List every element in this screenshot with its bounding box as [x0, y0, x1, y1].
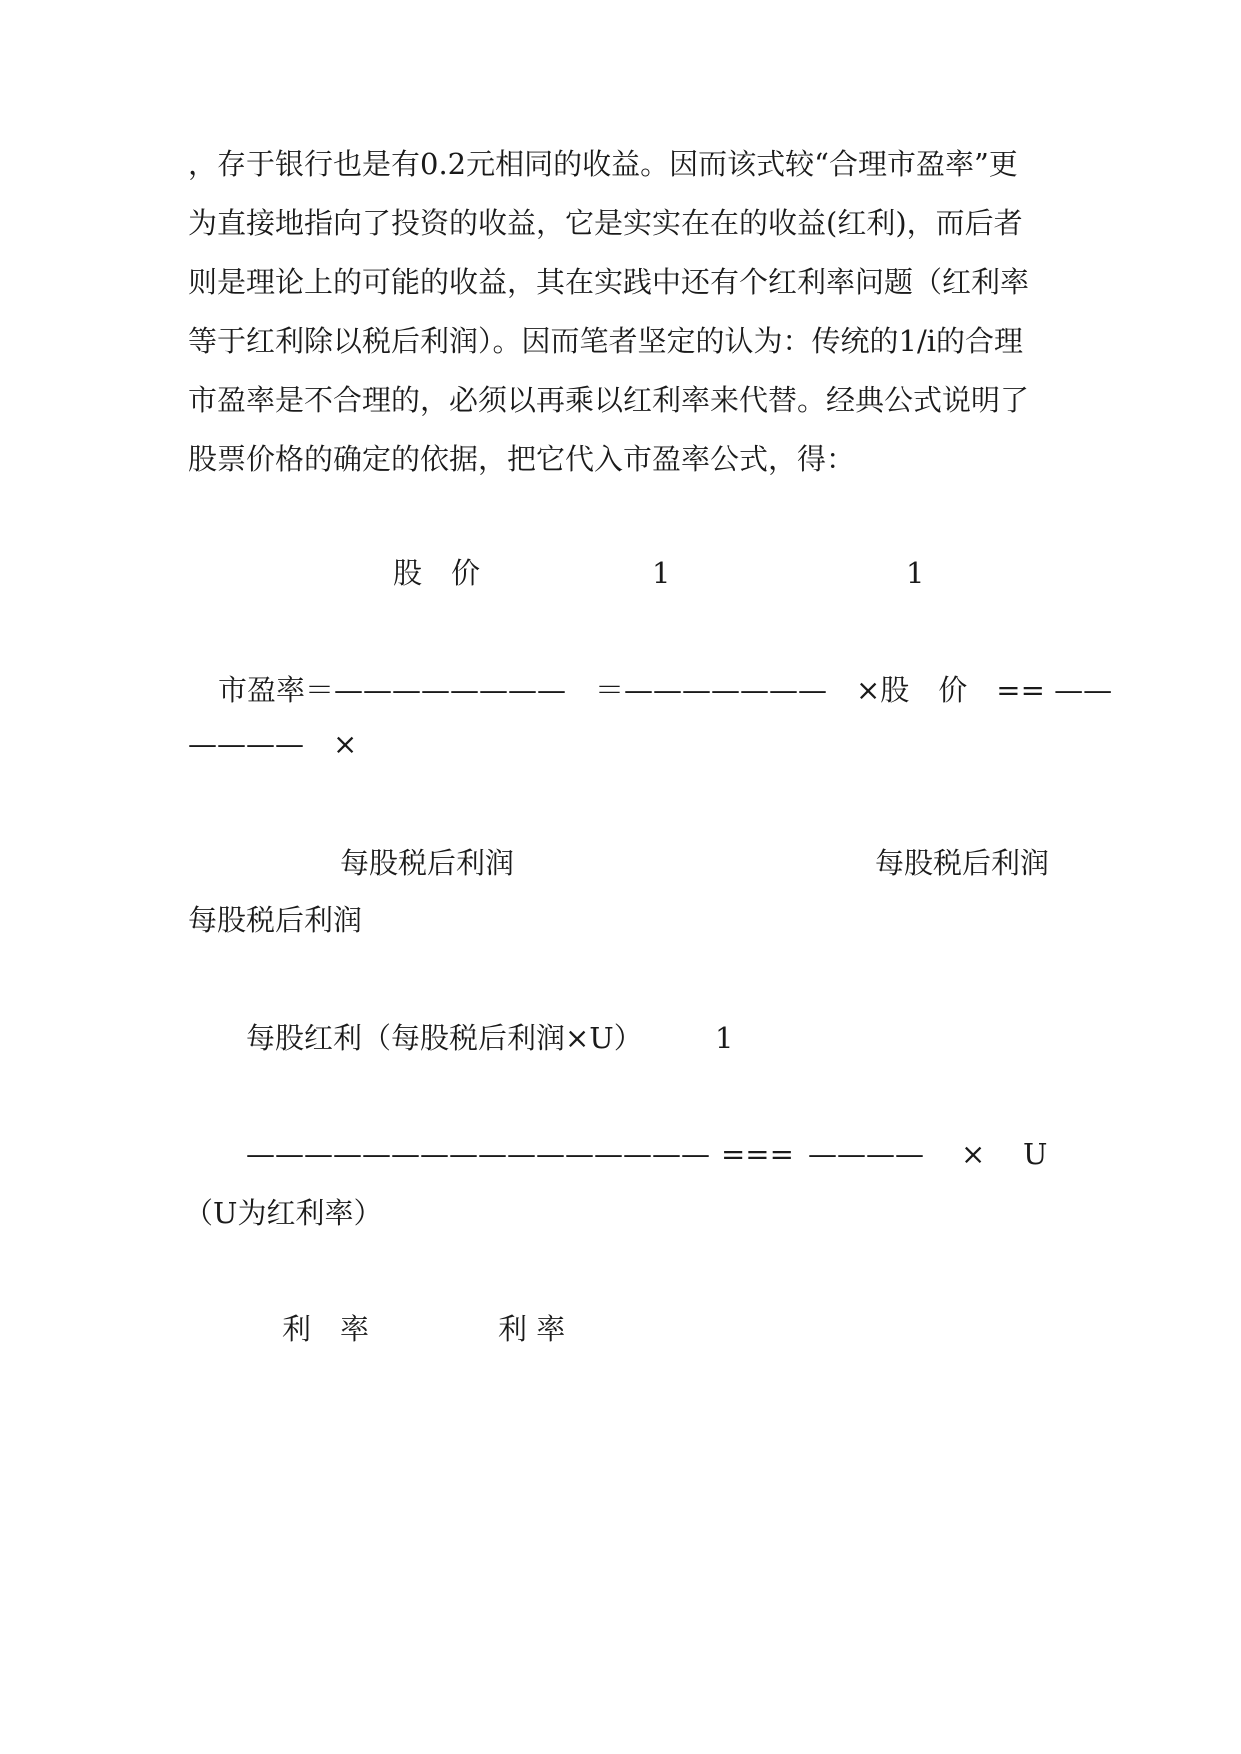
formula-fraction-bar: ———————————————— — [246, 1137, 710, 1171]
formula-main-line: 市盈率＝———————— ＝——————— ×股 价 == —— — [218, 673, 1113, 707]
formula-note: （U为红利率） — [184, 1196, 383, 1230]
paragraph-line: 股票价格的确定的依据，把它代入市盈率公式，得： — [188, 442, 856, 476]
paragraph-line: 等于红利除以税后利润）。因而笔者坚定的认为：传统的1/i的合理 — [188, 324, 1023, 358]
paragraph-line: ，存于银行也是有0.2元相同的收益。因而该式较“合理市盈率”更 — [188, 147, 1018, 181]
formula-numerator-one: 1 — [652, 556, 671, 590]
paragraph-line: 则是理论上的可能的收益，其在实践中还有个红利率问题（红利率 — [188, 265, 1030, 299]
formula-fraction-bar-short: ———— — [808, 1137, 924, 1171]
formula-denominator: 每股税后利润 — [188, 903, 363, 937]
formula-equals: === — [721, 1137, 794, 1171]
formula-times: × — [961, 1137, 986, 1171]
paragraph-line: 市盈率是不合理的，必须以再乘以红利率来代替。经典公式说明了 — [188, 383, 1030, 417]
formula-numerator: 每股红利（每股税后利润×U） — [246, 1021, 643, 1055]
formula-numerator-one: 1 — [906, 556, 925, 590]
formula-denominator: 每股税后利润 — [875, 846, 1050, 880]
formula-numerator-one: 1 — [715, 1021, 734, 1055]
formula-variable-u: U — [1023, 1137, 1048, 1171]
paragraph-line: 为直接地指向了投资的收益，它是实实在在的收益(红利)，而后者 — [188, 206, 1023, 240]
formula-numerator: 股 价 — [393, 556, 481, 590]
formula-denominator: 每股税后利润 — [340, 846, 515, 880]
formula-main-line-continued: ———— × — [188, 727, 358, 761]
formula-denominator: 利 率 — [282, 1312, 370, 1346]
formula-denominator: 利 率 — [498, 1312, 566, 1346]
